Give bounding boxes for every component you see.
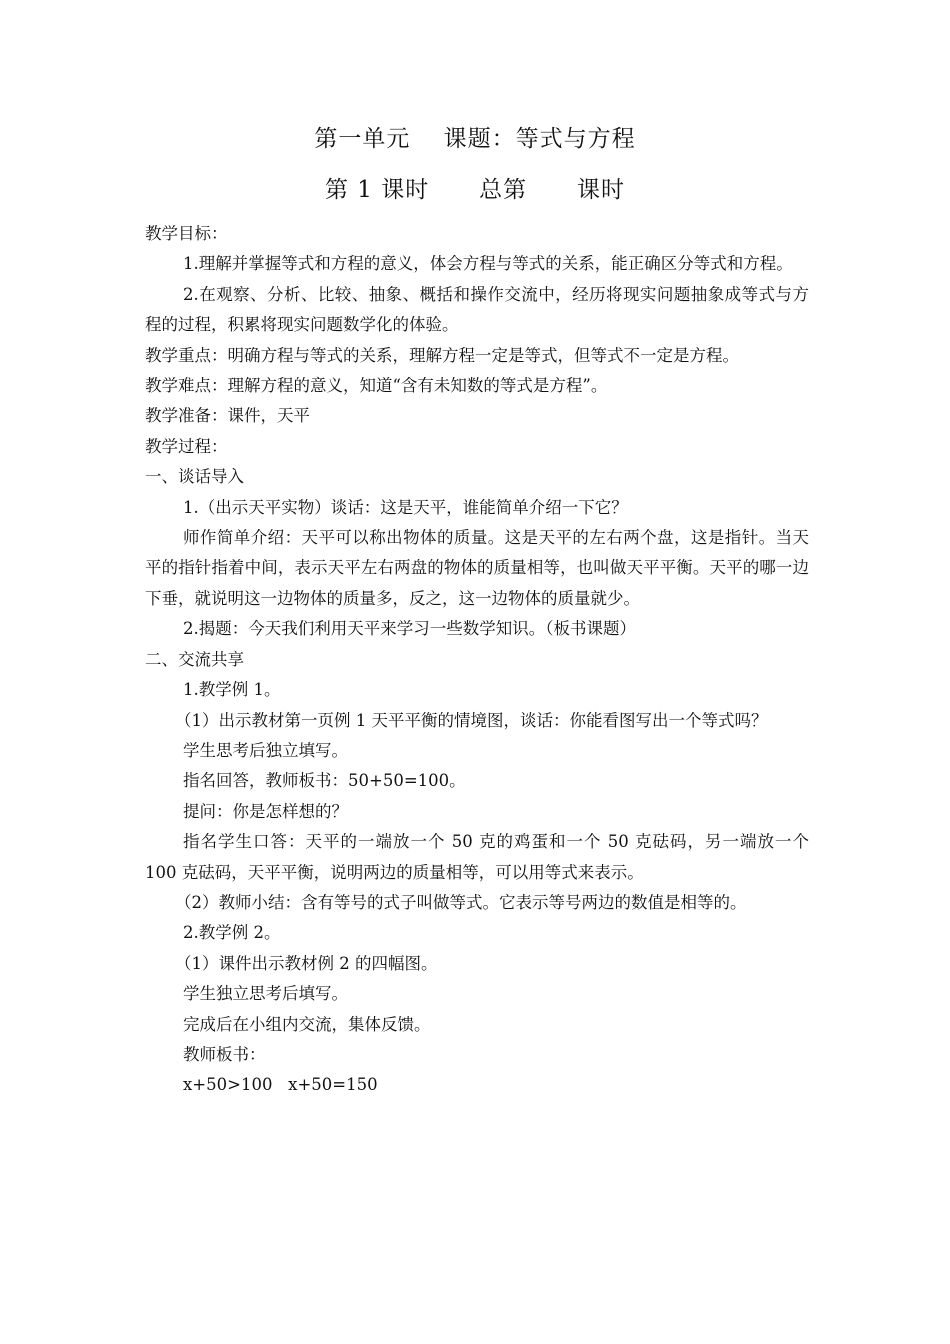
paragraph: 教学过程： xyxy=(145,436,228,456)
paragraph: 二、交流共享 xyxy=(145,649,244,669)
paragraph: 教学准备：课件，天平 xyxy=(145,406,310,426)
paragraph: 1.（出示天平实物）谈话：这是天平，谁能简单介绍一下它？ xyxy=(183,497,628,517)
paragraph: 完成后在小组内交流，集体反馈。 xyxy=(183,1014,431,1034)
paragraph: 一、谈话导入 xyxy=(145,467,244,487)
lesson-subtitle: 第 1 课时 总第 课时 xyxy=(325,177,625,203)
paragraph: 教师板书： xyxy=(183,1044,266,1064)
paragraph: 1.理解并掌握等式和方程的意义，体会方程与等式的关系，能正确区分等式和方程。 xyxy=(183,254,793,274)
paragraph: （1）出示教材第一页例 1 天平平衡的情境图，谈话：你能看图写出一个等式吗？ xyxy=(175,710,768,730)
paragraph: 2.揭题：今天我们利用天平来学习一些数学知识。（板书课题） xyxy=(183,619,636,639)
paragraph: 提问：你是怎样想的？ xyxy=(183,801,348,821)
paragraph: 2.在观察、分析、比较、抽象、概括和操作交流中，经历将现实问题抽象成等式与方程的过程，积累将现实问题数学化的体验。 xyxy=(145,284,809,335)
document-body xyxy=(145,219,809,1101)
paragraph: 1.教学例 1。 xyxy=(183,680,281,700)
paragraph: （1）课件出示教材例 2 的四幅图。 xyxy=(175,953,438,973)
paragraph: 师作简单介绍：天平可以称出物体的质量。这是天平的左右两个盘，这是指针。当天平的指针指着中间，表示天平左右两盘的物体的质量相等，也叫做天平平衡。天平的哪一边下垂，就说明这一边物体的质量多，反之，这一边物体的质量就少。 xyxy=(145,528,809,608)
paragraph: 学生独立思考后填写。 xyxy=(183,984,348,1004)
paragraph: 2.教学例 2。 xyxy=(183,923,281,943)
paragraph: （2）教师小结：含有等号的式子叫做等式。它表示等号两边的数值是相等的。 xyxy=(175,892,747,912)
paragraph: 指名学生口答：天平的一端放一个 50 克的鸡蛋和一个 50 克砝码，另一端放一个 100 克砝码，天平平衡，说明两边的质量相等，可以用等式来表示。 xyxy=(145,832,809,882)
paragraph: x+50>100 x+50=150 xyxy=(183,1075,378,1095)
paragraph: 指名回答，教师板书：50+50=100。 xyxy=(183,771,466,791)
paragraph: 学生思考后独立填写。 xyxy=(183,740,348,760)
paragraph: 教学重点：明确方程与等式的关系，理解方程一定是等式，但等式不一定是方程。 xyxy=(145,345,739,365)
page-title: 第一单元 课题：等式与方程 xyxy=(314,126,636,152)
paragraph: 教学难点：理解方程的意义，知道“含有未知数的等式是方程”。 xyxy=(145,376,608,396)
paragraph: 教学目标： xyxy=(145,224,228,243)
